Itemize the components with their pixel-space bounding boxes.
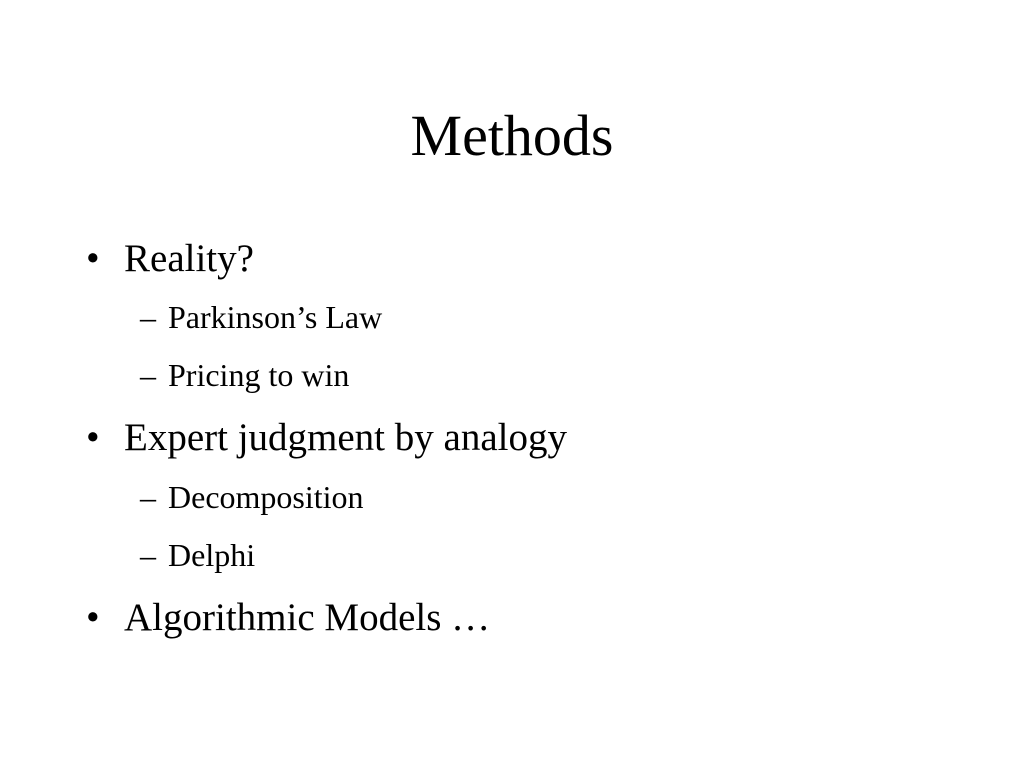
dash-marker: –	[140, 537, 156, 573]
slide-title: Methods	[410, 103, 614, 168]
bullet-text: Reality?	[124, 237, 254, 280]
dash-marker: –	[140, 479, 156, 515]
bullet-text: Algorithmic Models …	[124, 596, 491, 639]
sub-item-text: Parkinson’s Law	[168, 299, 383, 335]
sub-item-text: Delphi	[168, 537, 256, 573]
bullet-text: Expert judgment by analogy	[124, 416, 567, 459]
dash-marker: –	[140, 299, 156, 335]
dash-marker: –	[140, 357, 156, 393]
bullet-marker: •	[86, 237, 100, 280]
bullet-marker: •	[86, 596, 100, 639]
sub-item-text: Decomposition	[168, 479, 364, 515]
sub-item-text: Pricing to win	[168, 357, 350, 393]
bullet-marker: •	[86, 416, 100, 459]
